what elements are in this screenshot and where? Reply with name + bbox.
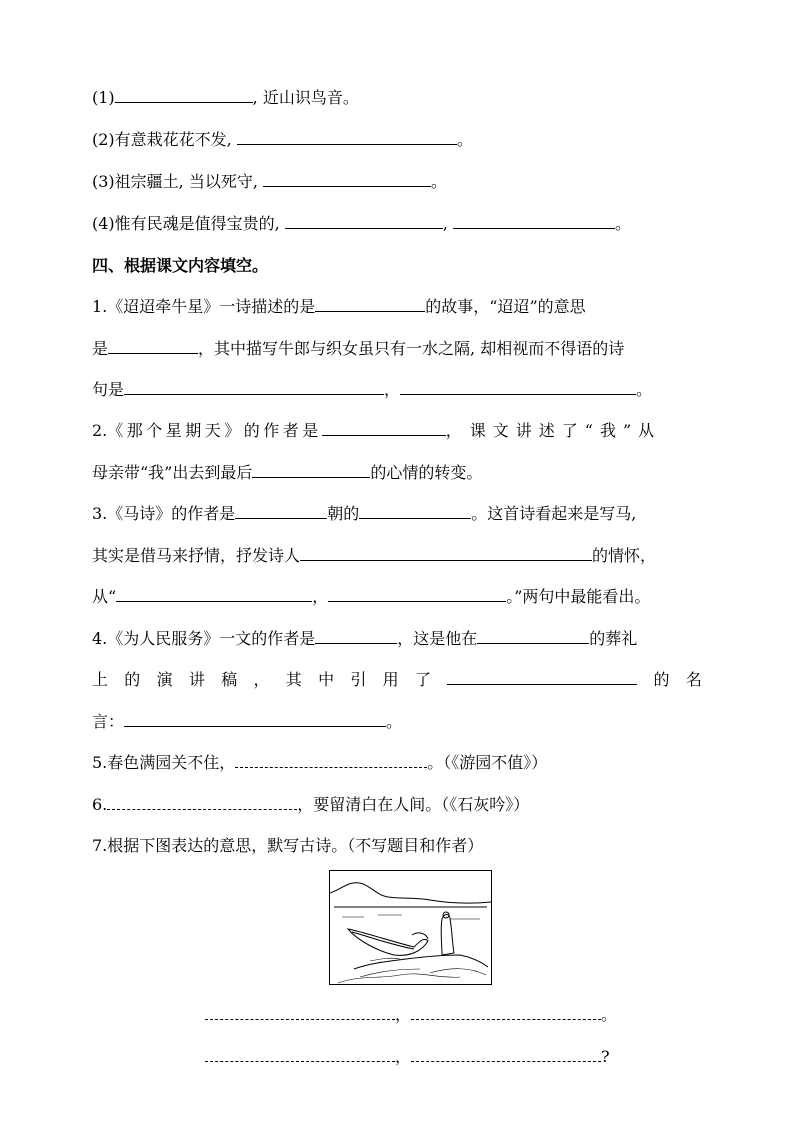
blank[interactable] (107, 795, 297, 810)
fill-q3: (3)祖宗疆土, 当以死守, 。 (92, 172, 448, 191)
blank[interactable] (235, 753, 427, 768)
blank[interactable] (447, 670, 637, 685)
blank[interactable] (411, 1005, 601, 1020)
blank[interactable] (235, 504, 327, 519)
blank[interactable] (300, 546, 592, 561)
item-3-line-3: 从“ ， 。”两句中最能看出。 (92, 587, 651, 606)
blank[interactable] (359, 504, 471, 519)
item-7: 7.根据下图表达的意思，默写古诗。（不写题目和作者） (92, 836, 484, 855)
item-4-line-2: 上 的 演 讲 稿 ， 其 中 引 用 了 的 名 (92, 670, 702, 689)
blank[interactable] (252, 463, 370, 478)
blank[interactable] (116, 587, 312, 602)
item-6: 6. ，要留清白在人间。（《石灰吟》） (92, 795, 530, 814)
item-2-line-2: 母亲带“我”出去到最后 的心情的转变。 (92, 463, 483, 482)
blank[interactable] (453, 214, 615, 229)
blank[interactable] (205, 1047, 395, 1062)
fill-q4: (4)惟有民魂是值得宝贵的, , 。 (92, 214, 632, 233)
blank[interactable] (205, 1005, 395, 1020)
blank[interactable] (411, 1047, 601, 1062)
item-3-line-2: 其实是借马来抒情，抒发诗人 的情怀， (92, 546, 657, 565)
blank[interactable] (108, 339, 198, 354)
blank[interactable] (237, 130, 457, 145)
item-4-line-3: 言： 。 (92, 712, 403, 731)
blank[interactable] (263, 172, 431, 187)
answer-line-1: ， 。 (205, 1005, 617, 1025)
fill-q2: (2)有意栽花花不发, 。 (92, 130, 473, 149)
shore-line (354, 955, 488, 969)
item-1-line-3: 句是 ， 。 (92, 380, 653, 399)
boat-shore-illustration (330, 871, 491, 984)
blank[interactable] (285, 214, 443, 229)
section-heading: 四、根据课文内容填空。 (92, 256, 269, 275)
blank[interactable] (315, 297, 425, 312)
blank[interactable] (477, 629, 589, 644)
landscape-illustration (329, 870, 492, 985)
blank[interactable] (124, 380, 384, 395)
blank[interactable] (328, 587, 506, 602)
answer-line-2: ， ? (205, 1047, 610, 1067)
blank[interactable] (124, 712, 386, 727)
standing-figure (441, 915, 454, 956)
item-4-line-1: 4.《为人民服务》一文的作者是 ，这是他在 的葬礼 (92, 629, 638, 648)
mountain-outline (330, 883, 491, 903)
item-1-line-1: 1.《迢迢牵牛星》一诗描述的是 的故事，“迢迢”的意思 (92, 297, 586, 316)
blank[interactable] (115, 88, 253, 103)
item-3-line-1: 3.《马诗》的作者是 朝的 。这首诗看起来是写马, (92, 504, 637, 523)
blank[interactable] (400, 380, 636, 395)
item-1-line-2: 是 ，其中描写牛郎与织女虽只有一水之隔, 却相视而不得语的诗 (92, 339, 625, 358)
item-2-line-1: 2.《那个星期天》的作者是 ， 课文讲述了“我”从 (92, 421, 662, 440)
item-5: 5.春色满园关不住， 。（《游园不值》） (92, 753, 548, 772)
fill-q1: (1) , 近山识鸟音。 (92, 88, 359, 107)
blank[interactable] (322, 421, 446, 436)
blank[interactable] (315, 629, 397, 644)
